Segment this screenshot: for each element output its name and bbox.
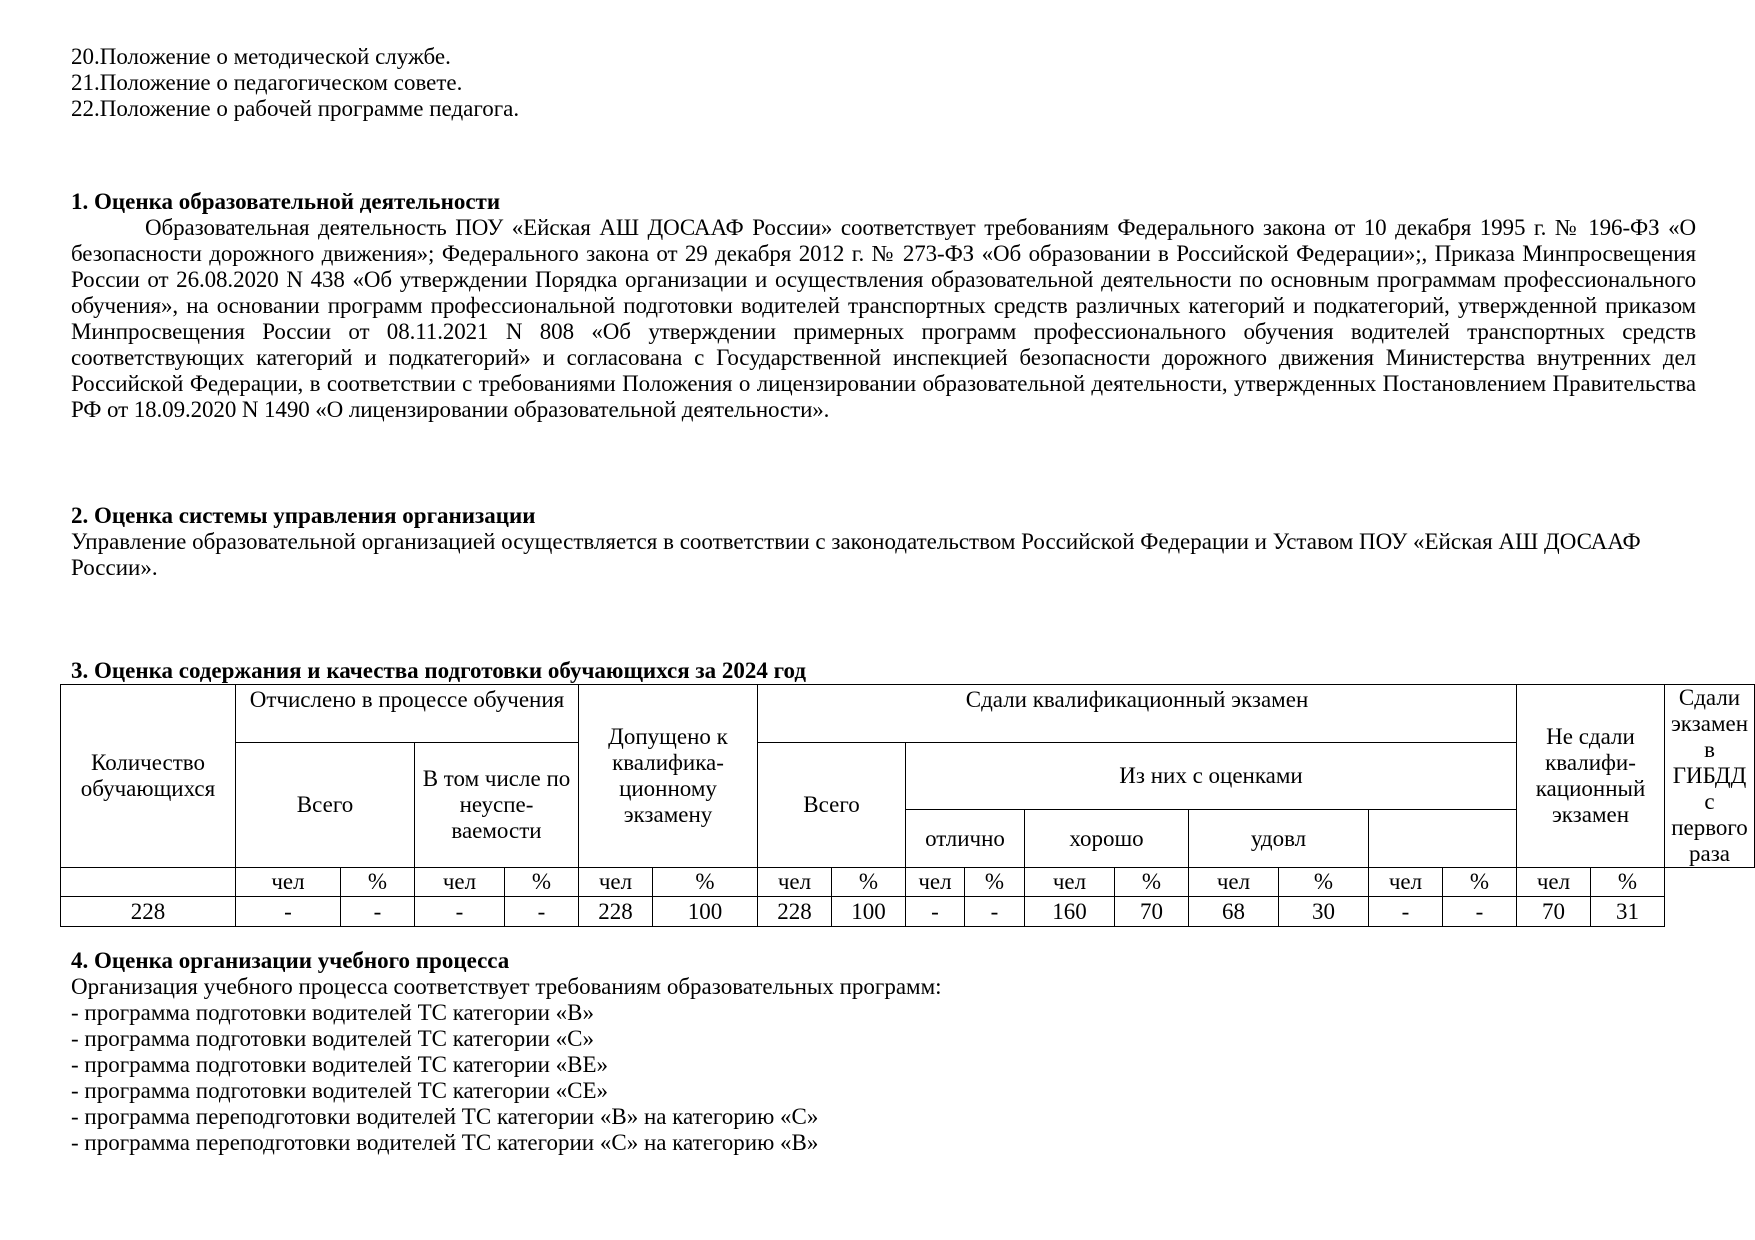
header-admitted: Допущено к квалифика-ционному экзамену [579, 685, 758, 868]
header-grades: Из них с оценками [906, 743, 1517, 810]
unit-percent-cell: % [965, 868, 1025, 897]
table-cell: - [415, 897, 505, 927]
table-cell: - [1369, 897, 1443, 927]
unit-people-cell: чел [906, 868, 965, 897]
table-cell: 31 [1591, 897, 1665, 927]
program-item: - программа подготовки водителей ТС категории «В» [71, 1000, 594, 1025]
training-results-table [60, 684, 1755, 927]
table-cell: 70 [1517, 897, 1591, 927]
header-expelled: Отчислено в процессе обучения [236, 685, 579, 743]
header-expelled-total: Всего [236, 743, 415, 868]
table-cell: - [965, 897, 1025, 927]
unit-percent-cell: % [1591, 868, 1665, 897]
table-cell: 68 [1189, 897, 1279, 927]
table-cell: - [236, 897, 341, 927]
table-cell: 70 [1115, 897, 1189, 927]
unit-percent-cell: % [832, 868, 906, 897]
unit-people-cell: чел [236, 868, 341, 897]
list-item: 21.Положение о педагогическом совете. [71, 70, 463, 95]
unit-cell [61, 868, 236, 897]
table-cell: 160 [1025, 897, 1115, 927]
table-cell: 228 [579, 897, 653, 927]
header-good: хорошо [1025, 810, 1189, 868]
header-passed-exam: Сдали квалификационный экзамен [758, 685, 1517, 743]
program-item: - программа переподготовки водителей ТС категории «В» на категорию «С» [71, 1104, 819, 1129]
table-cell: - [505, 897, 579, 927]
unit-percent-cell: % [1443, 868, 1517, 897]
table-cell: 100 [832, 897, 906, 927]
table-cell: - [341, 897, 415, 927]
section-heading: 1. Оценка образовательной деятельности [71, 189, 501, 214]
list-item: 20.Положение о методической службе. [71, 44, 451, 69]
list-item: 22.Положение о рабочей программе педагога. [71, 96, 520, 121]
unit-people-cell: чел [415, 868, 505, 897]
section-heading: 4. Оценка организации учебного процесса [71, 948, 510, 973]
table-row [61, 897, 1755, 927]
unit-percent-cell: % [1115, 868, 1189, 897]
section-heading: 3. Оценка содержания и качества подготовки обучающихся за 2024 год [71, 658, 806, 683]
header-satisfactory: удовл [1189, 810, 1369, 868]
unit-people-cell: чел [1369, 868, 1443, 897]
regulations-list [71, 44, 1696, 122]
unit-people-cell: чел [1189, 868, 1279, 897]
program-item: - программа подготовки водителей ТС категории «СЕ» [71, 1078, 609, 1103]
header-expelled-failing: В том числе по неуспе-ваемости [415, 743, 579, 868]
unit-people-cell: чел [1025, 868, 1115, 897]
section-heading: 2. Оценка системы управления организации [71, 503, 536, 528]
table-cell: 228 [758, 897, 832, 927]
header-gibdd-first-attempt: Сдали экзамен в ГИБДД с первого раза [1665, 685, 1755, 868]
section-intro: Организация учебного процесса соответствует требованиям образовательных программ: [71, 974, 942, 999]
unit-percent-cell: % [1279, 868, 1369, 897]
unit-people-cell: чел [1517, 868, 1591, 897]
section-learning-process [71, 948, 1696, 1156]
table-cell: - [1443, 897, 1517, 927]
header-excellent: отлично [906, 810, 1025, 868]
section-paragraph: Образовательная деятельность ПОУ «Ейская АШ ДОСААФ России» соответствует требованиям Федерального закона от 10 декабря 1995 г. № 196-ФЗ «О безопасности дорожного движения»; Федерального закона от 29 декабря 2012 г. № 273-ФЗ «Об образовании в Российской Федерации»;, Приказа Минпросвещения России от 26.08.2020 N 438 «Об утверждении Порядка организации и осуществления образовательной деятельности по основным программам профессионального обучения», на основании программ профессиональной подготовки водителей транспортных средств различных категорий и подкатегорий, утвержденной приказом Минпросвещения России от 08.11.2021 N 808 «Об утверждении примерных программ профессионального обучения водителей транспортных средств соответствующих категорий и подкатегорий» и согласована с Государственной инспекцией безопасности дорожного движения Министерства внутренних дел Российской Федерации, в соответствии с требованиями Положения о лицензировании образовательной деятельности, утвержденных Постановлением Правительства РФ от 18.09.2020 N 1490 «О лицензировании образовательной деятельности». [71, 215, 1696, 422]
unit-people-cell: чел [579, 868, 653, 897]
section-educational-activity [71, 189, 1696, 423]
header-failed-exam: Не сдали квалифи-кационный экзамен [1517, 685, 1665, 868]
section-management-system [71, 503, 1696, 581]
header-passed-total: Всего [758, 743, 906, 868]
table-cell: 30 [1279, 897, 1369, 927]
header-students-count: Количество обучающихся [61, 685, 236, 868]
program-item: - программа подготовки водителей ТС категории «ВЕ» [71, 1052, 609, 1077]
table-cell: 100 [653, 897, 758, 927]
table-cell: 228 [61, 897, 236, 927]
units-row [61, 868, 1755, 897]
unit-people-cell: чел [758, 868, 832, 897]
section-paragraph: Управление образовательной организацией осуществляется в соответствии с законодательством Российской Федерации и Уставом ПОУ «Ейская АШ ДОСААФ России». [71, 529, 1641, 580]
program-item: - программа переподготовки водителей ТС категории «С» на категорию «В» [71, 1130, 819, 1155]
section-training-quality [71, 658, 1696, 684]
unit-percent-cell: % [653, 868, 758, 897]
program-item: - программа подготовки водителей ТС категории «С» [71, 1026, 594, 1051]
table-cell: - [906, 897, 965, 927]
unit-percent-cell: % [505, 868, 579, 897]
unit-percent-cell: % [341, 868, 415, 897]
